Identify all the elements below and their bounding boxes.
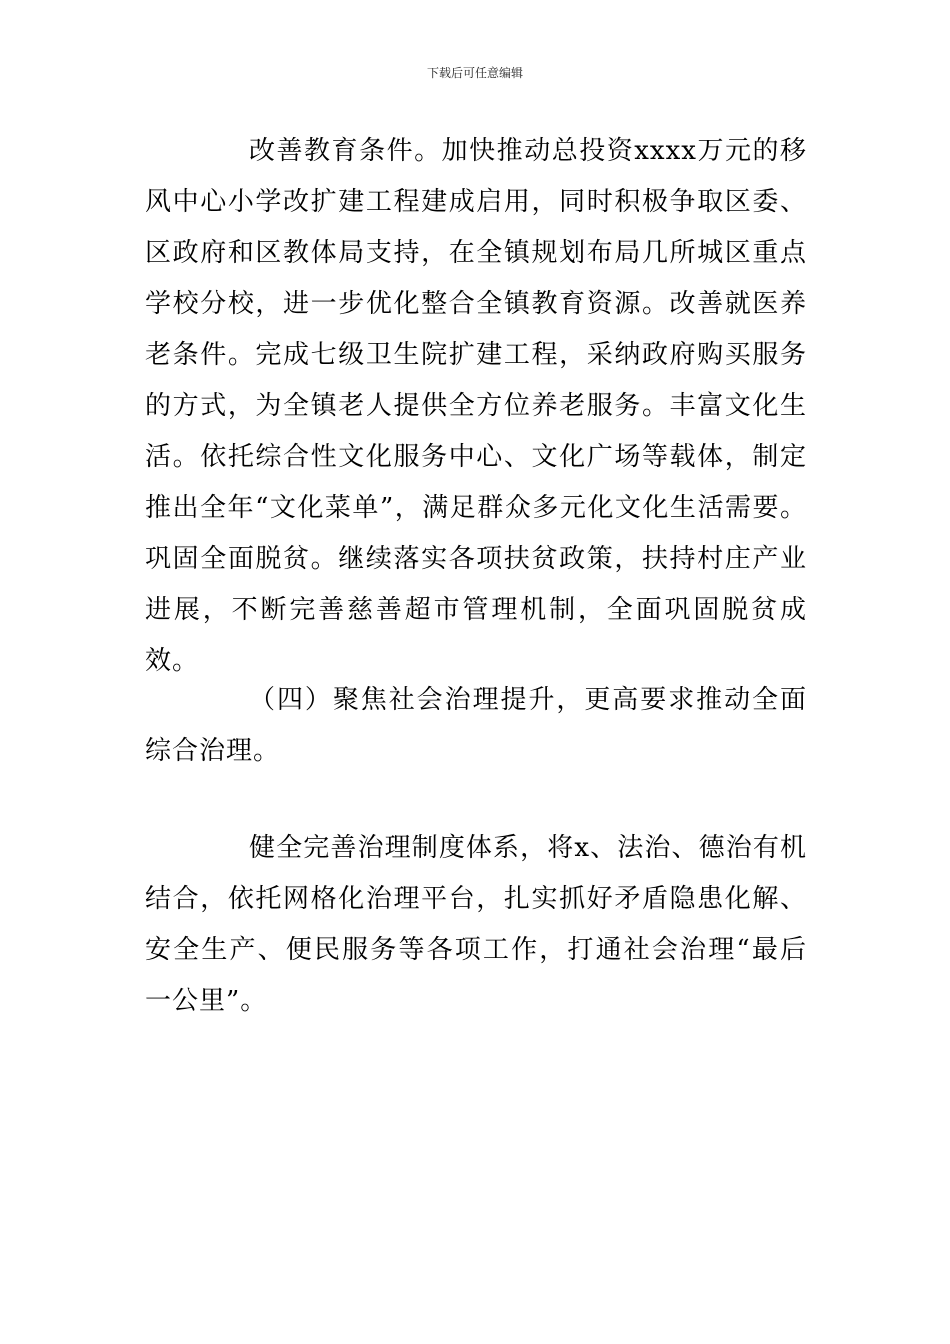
- section-heading-social-governance: （四）聚焦社会治理提升，更高要求推动全面综合治理。: [145, 685, 807, 766]
- page-header-note: 下载后可任意编辑: [426, 66, 523, 80]
- body-paragraph-governance-system: 健全完善治理制度体系，将x、法治、德治有机结合，依托网格化治理平台，扎实抓好矛盾隐患化解、安全生产、便民服务等各项工作，打通社会治理“最后一公里”。: [145, 833, 807, 1016]
- body-paragraph-education-medical-culture: 改善教育条件。加快推动总投资xxxx万元的移风中心小学改扩建工程建成启用，同时积极争取区委、区政府和区教体局支持，在全镇规划布局几所城区重点学校分校，进一步优化整合全镇教育资源。改善就医养老条件。完成七级卫生院扩建工程，采纳政府购买服务的方式，为全镇老人提供全方位养老服务。丰富文化生活。依托综合性文化服务中心、文化广场等载体，制定推出全年“文化菜单”，满足群众多元化文化生活需要。巩固全面脱贫。继续落实各项扶贫政策，扶持村庄产业进展，不断完善慈善超市管理机制，全面巩固脱贫成效。: [145, 136, 807, 676]
